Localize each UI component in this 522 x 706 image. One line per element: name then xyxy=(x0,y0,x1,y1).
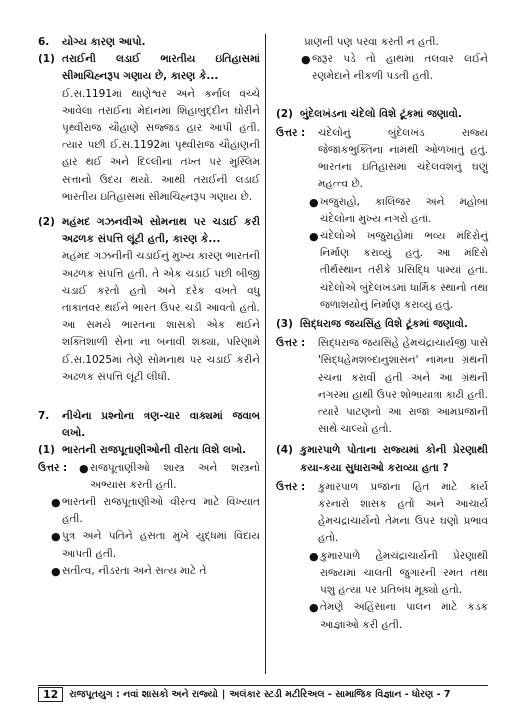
subquestion-number: (2) xyxy=(38,216,55,229)
subquestion-number: (2) xyxy=(276,107,293,120)
subquestion-heading: મહંમદ ગઝનવીએ સોમનાથ પર ચડાઈ કરી અઢળક સંપત્તિ લૂંટી હતી, કારણ કે... xyxy=(62,216,260,246)
answer-label: ઉત્તર : xyxy=(276,337,306,350)
answer-block xyxy=(276,125,488,194)
bullet-item: ● ખજુરાહો, કાલિંજર અને મહોબા ચંદેલોનાં મુખ્ય નગરો હતાં. xyxy=(309,195,488,225)
answer-label: ઉત્તર : xyxy=(38,461,68,474)
subquestion-heading: સિદ્ધરાજ જયસિંહ વિશે ટૂંકમાં જણાવો. xyxy=(300,318,468,331)
bullet-item: ● જરૂર પડે તો હાથમાં તલવાર લઈને રણમેદાને નીકળી પડતી હતી. xyxy=(301,53,488,83)
bullet-list xyxy=(276,548,488,634)
bullet-item: ● કુમારપાળે હેમચંદ્રાચાર્યની પ્રેરણાથી રાજ્યમાં ચાલતી જુગારની રમત તથા પશુ હત્યા પર પ્રતિબંધ મૂક્યો હતો. xyxy=(309,549,488,597)
bullet-list xyxy=(38,494,260,580)
left-column xyxy=(38,34,260,580)
question-number: 6. xyxy=(38,36,50,48)
bullet-list xyxy=(276,194,488,314)
page-footer xyxy=(38,685,488,702)
bullet-icon: ● xyxy=(309,601,319,615)
page-number: 12 xyxy=(38,687,63,702)
question-heading: યોગ્ય કારણ આપો. xyxy=(62,36,146,48)
answer-paragraph: કુમારપાળ પ્રજાના હિત માટે કાર્ય કરનારો શાસક હતો અને આચાર્ય હેમચંદ્રાચાર્યનો તેમના ઉપર ઘણો પ્રભાવ હતો. xyxy=(318,480,488,545)
question-6 xyxy=(38,34,260,51)
book-title: અલંકાર સ્ટડી મટીરિઅલ - સામાજિક વિજ્ઞાન - ધોરણ - 7 xyxy=(229,688,451,700)
answer-block xyxy=(38,460,260,494)
subquestion-7-3 xyxy=(276,316,488,333)
bullet-item: ● પુત્ર અને પતિને હસતા મુખે યુદ્ધમાં વિદાય આપતી હતી. xyxy=(51,530,260,560)
right-column xyxy=(276,34,488,634)
footer-separator: | xyxy=(221,688,226,700)
subquestion-number: (1) xyxy=(38,444,55,457)
chapter-title: રાજપૂતયુગ : નવાં શાસકો અને રાજ્યો xyxy=(69,688,218,700)
bullet-item: ● રાજપૂતાણીઓ શાસ્ત્ર અને શસ્ત્રનો અભ્યાસ કરતી હતી. xyxy=(79,461,260,491)
bullet-icon: ● xyxy=(51,564,61,578)
question-heading: નીચેના પ્રશ્નોના ત્રણ-ચાર વાક્યમાં જવાબ લખો. xyxy=(62,410,260,440)
subquestion-number: (3) xyxy=(276,318,293,331)
subquestion-heading: કુમારપાળે પોતાના રાજ્યમાં કોની પ્રેરણાથી કયા-કયા સુધારાઓ કરાવ્યા હતા ? xyxy=(300,444,488,474)
bullet-icon: ● xyxy=(301,53,311,67)
answer-block xyxy=(276,479,488,548)
subquestion-heading: બુંદેલખંડના ચંદેલો વિશે ટૂંકમાં જણાવો. xyxy=(300,107,462,120)
subquestion-7-2 xyxy=(276,106,488,123)
subquestion-number: (1) xyxy=(38,53,55,66)
question-number: 7. xyxy=(38,410,50,423)
bullet-item: ● ચંદેલોએ ખજુરાહોમાં ભવ્ય મંદિરોનું નિર્માણ કરાવ્યું હતું. આ મંદિરો તીર્થસ્થાન તરીકે પ્રસિદ્ધિ પામ્યાં હતાં. ચંદેલોએ બુંદેલખંડમાં ધાર્મિક સ્થાનો તથા જળાશયોનું નિર્માણ કરાવ્યું હતું. xyxy=(309,230,488,311)
answer-paragraph: મહંમદ ગઝનીની ચડાઈનું મુખ્ય કારણ ભારતની અઢળક સંપત્તિ હતી. તે એક ચડાઈ પછી બીજી ચડાઈ કરતો હતો અને દરેક વખતે વધુ તાકાતવર થઈને ભારત ઉપર ચડી આવતો હતો. આ સમયે ભારતના શાસકો એક થઈને શક્તિશાળી સેના ના બનાવી શક્યા, પરિણામે ઈ.સ.1025માં તેણે સોમનાથ પર ચડાઈ કરીને અઢળક સંપત્તિ લૂંટી લીધી. xyxy=(62,250,260,383)
answer-block xyxy=(276,335,488,438)
bullet-icon: ● xyxy=(309,230,319,244)
bullet-icon: ● xyxy=(309,549,319,563)
bullet-item: ● તેમણે અહિંસાના પાલન માટે કડક આજ્ઞાઓ કરી હતી. xyxy=(309,601,488,631)
bullet-item: ● સતીત્વ, નીડરતા અને સત્ય માટે તે xyxy=(48,563,260,580)
subquestion-heading: ભારતની રાજપૂતાણીઓની વીરતા વિશે લખો. xyxy=(62,444,247,457)
subquestion-number: (4) xyxy=(276,444,293,457)
subquestion-7-1 xyxy=(38,442,260,459)
question-7 xyxy=(38,408,260,442)
answer-label: ઉત્તર : xyxy=(276,126,306,139)
answer-paragraph: ચંદેલોનું બુંદેલખંડ રાજ્ય જેજાકભુક્તિના નામથી ઓળખાતું હતું. ભારતના ઇતિહાસમાં ચંદેલવંશનું ઘણું મહત્ત્વ છે. xyxy=(318,126,488,191)
bullet-icon: ● xyxy=(309,195,319,209)
answer-paragraph: સિદ્ધરાજ જયસિંહે હેમચંદ્રાચાર્યજી પાસે 'સિદ્ધહેમશબ્દાનુશાસન' નામના ગ્રંથની રચના કરાવી હતી અને આ ગ્રંથની નગરમાં હાથી ઉપર શોભાયાત્રા કાઢી હતી. ત્યારે પાટણનો આ રાજા આમપ્રજાની સાથે ચાલ્યો હતો. xyxy=(318,337,488,436)
column-divider xyxy=(265,34,266,674)
continued-line: પ્રાણની પણ પરવા કરતી ન હતી. xyxy=(304,36,439,48)
subquestion-heading: તરાઈની લડાઈ ભારતીય ઇતિહાસમાં સીમાચિહ્નરૂપ ગણાય છે, કારણ કે... xyxy=(62,53,260,83)
bullet-icon: ● xyxy=(79,461,89,475)
subquestion-1 xyxy=(38,51,260,206)
answer-label: ઉત્તર : xyxy=(276,480,306,493)
subquestion-2 xyxy=(38,214,260,386)
subquestion-7-4 xyxy=(276,442,488,476)
bullet-item: ● ભારતની રાજપૂતાણીઓ વીરત્વ માટે વિખ્યાત હતી. xyxy=(51,496,260,526)
bullet-icon: ● xyxy=(51,496,61,510)
answer-paragraph: ઈ.સ.1191માં થાણેશ્વર અને કર્નાલ વચ્ચે આવેલા તરાઈના મેદાનમાં શિહાબુદ્દીન ઘોરીને પૃથ્વીરાજ ચૌહાણે સજ્જડ હાર આપી હતી. ત્યાર પછી ઈ.સ.1192માં પૃથ્વીરાજ ચૌહાણની હાર થઈ અને દિલ્લીના તખ્ત પર મુસ્લિમ સત્તાનો ઉદય થયો. આથી તરાઈની લડાઈ ભારતીય ઇતિહાસમાં સીમાચિહ્નરૂપ ગણાય છે. xyxy=(62,87,260,203)
bullet-icon: ● xyxy=(51,530,61,544)
